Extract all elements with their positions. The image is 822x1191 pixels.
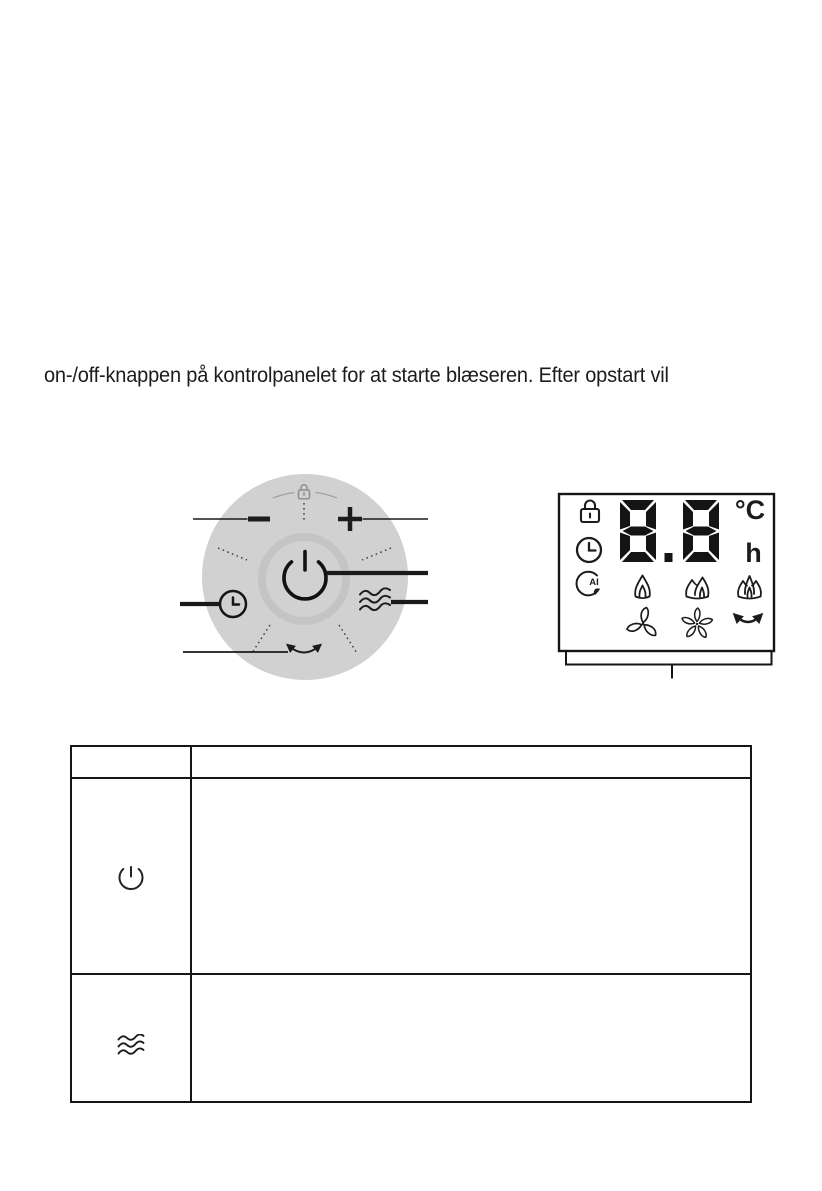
- table-header-row: [72, 747, 750, 777]
- table-cell-icon: [72, 779, 192, 973]
- table-header-desc-col: [192, 747, 750, 777]
- table-header-icon-col: [72, 747, 192, 777]
- heat-waves-icon: [116, 1034, 146, 1058]
- body-paragraph: on-/off-knappen på kontrolpanelet for at starte blæseren. Efter opstart vil: [44, 363, 669, 387]
- display-panel-figure: [550, 485, 785, 685]
- table-cell-description: [192, 779, 750, 973]
- hour-unit: h: [745, 538, 762, 568]
- power-icon: [116, 860, 146, 892]
- ai-label: AI: [589, 577, 599, 588]
- decimal-point: [665, 553, 673, 562]
- control-dial-figure: [175, 470, 435, 690]
- function-table: [70, 745, 752, 1103]
- celsius-unit: °C: [734, 495, 766, 525]
- table-cell-description: [192, 975, 750, 1101]
- dial-body: [202, 474, 408, 680]
- display-base-bracket: [566, 652, 772, 665]
- table-row: [72, 777, 750, 973]
- table-cell-icon: [72, 975, 192, 1101]
- table-row: [72, 973, 750, 1101]
